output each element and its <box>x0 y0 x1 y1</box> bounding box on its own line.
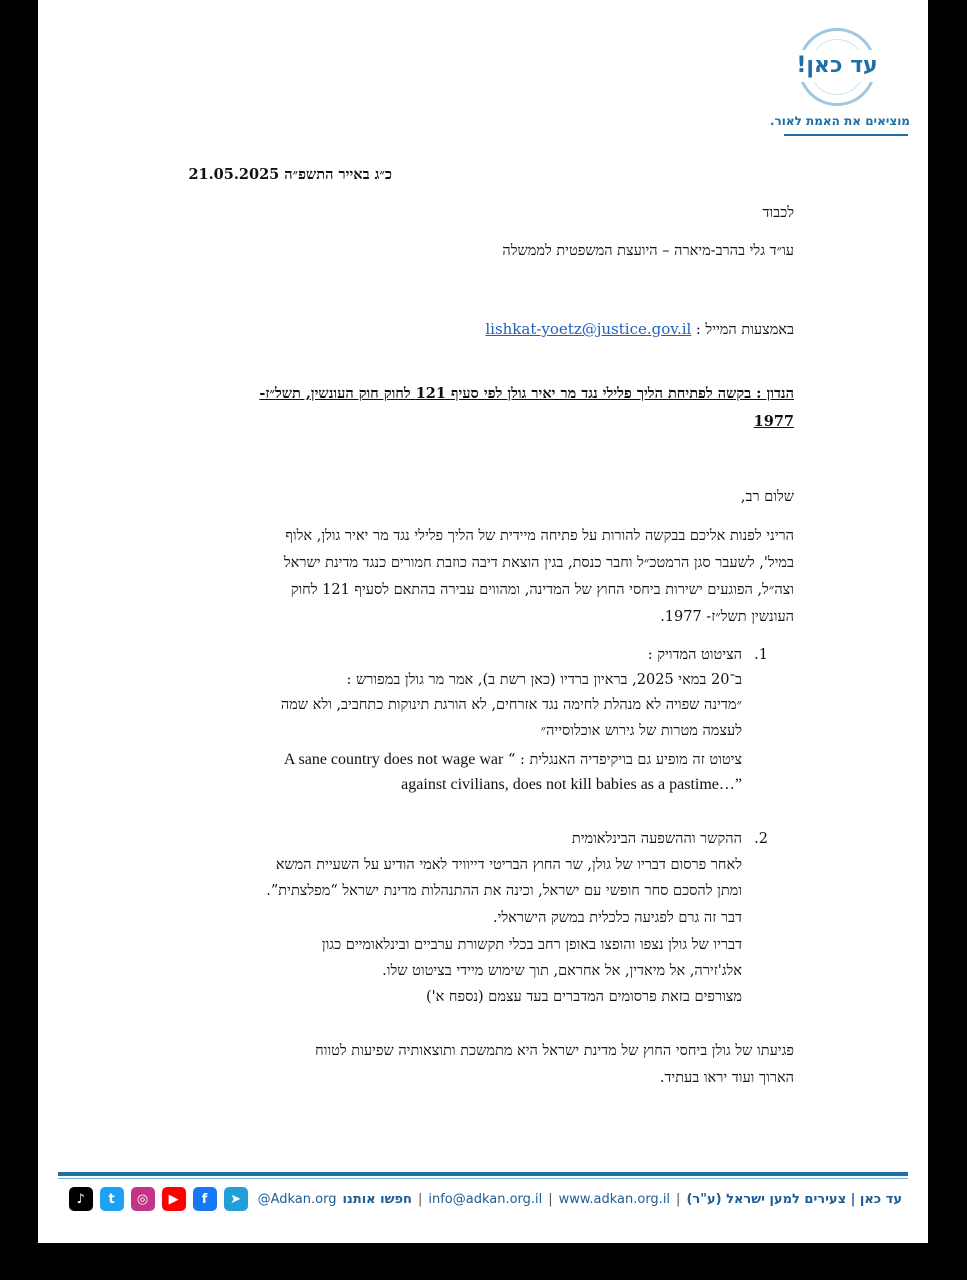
english-quote-1: A sane country does not wage war <box>283 751 504 768</box>
via-email-row <box>485 320 794 339</box>
wiki-label: ציטוט זה מופיע גם בויקיפדיה האנגלית : “ <box>507 752 742 768</box>
facebook-icon[interactable]: f <box>193 1187 217 1211</box>
instagram-icon[interactable]: ◎ <box>131 1187 155 1211</box>
logo <box>762 24 910 140</box>
footer-search-us: חפשו אותנו <box>342 1191 412 1207</box>
english-quote-2: ”…against civilians, does not kill babies as a pastime <box>401 776 742 793</box>
intro-line: הריני לפנות אליכם בבקשה להורות על פתיחה מיידית של הליך פלילי נגד מר יאיר גולן, אלוף <box>285 528 794 544</box>
footer: עד כאן | צעירים למען ישראל (ע"ר) | www.adkan.org.il | info@adkan.org.il | חפשו אותנו @Adkan.org ♪ t ◎ ▶ f ➤ <box>69 1187 902 1211</box>
recipient: עו״ד גלי בהרב-מיארה – היועצת המשפטית לממשלה <box>502 243 794 259</box>
logo-tagline: מוציאים את האמת לאור. <box>769 114 910 128</box>
closing-line: פגיעתו של גולן ביחסי החוץ של מדינת ישראל היא מתמשכת ותוצאותיה שפיעות לטווח <box>315 1043 794 1059</box>
section-2-line: ומתן להסכם סחר חופשי עם ישראל, וכינה את ההתנהלות מדינת ישראל “מפלצתית”. <box>266 883 742 899</box>
tiktok-icon[interactable]: ♪ <box>69 1187 93 1211</box>
footer-website[interactable]: www.adkan.org.il <box>558 1191 671 1207</box>
section-2-line: דבר זה גרם לפגיעה כלכלית במשק הישראלי. <box>492 910 742 926</box>
subject-line-1: הנדון : בקשה לפתיחת הליך פלילי נגד מר יאיר גולן לפי סעיף 121 לחוק חוק העונשין, תשל״ז- <box>259 385 794 402</box>
section-1-line: לעצמה מטרות של גירוש אוכלוסייה״ <box>540 723 742 739</box>
section-2-line: מצורפים בזאת פרסומים המדברים בעד עצמם (נספח א') <box>425 989 742 1005</box>
footer-divider-thin <box>58 1178 908 1179</box>
logo-underline <box>784 134 908 136</box>
twitter-icon[interactable]: t <box>100 1187 124 1211</box>
section-1-number: 1. <box>754 647 768 663</box>
telegram-icon[interactable]: ➤ <box>224 1187 248 1211</box>
subject-line-2: 1977 <box>753 413 794 430</box>
social-icons <box>69 1187 248 1211</box>
wiki-quote-row <box>284 751 742 769</box>
section-1-title: הציטוט המדויק : <box>647 647 742 663</box>
intro-line: העונשין תשל״ז- 1977. <box>660 609 794 625</box>
email-link[interactable]: lishkat-yoetz@justice.gov.il <box>485 320 692 338</box>
footer-handle[interactable]: @Adkan.org <box>257 1191 337 1207</box>
intro-line: וצה״ל, הפוגעים ישירות ביחסי החוץ של המדינה, ומהווים עבירה בהתאם לסעיף 121 לחוק <box>290 582 794 598</box>
footer-divider <box>58 1172 908 1176</box>
via-label: באמצעות המייל : <box>695 322 794 338</box>
intro-line: במיל', לשעבר סגן הרמטכ״ל וחבר כנסת, בגין הוצאת דיבה כוזבת חמורים כנגד מדינת ישראל <box>283 555 794 571</box>
section-1-line: ״מדינה שפויה לא מנהלת לחימה נגד אזרחים, לא הורגת תינוקות כתחביב, ולא שמה <box>280 697 742 713</box>
letter-date: כ״ג באייר התשפ״ה 21.05.2025 <box>188 166 392 183</box>
logo-name: עד כאן! <box>792 50 882 82</box>
section-1-line: ב־20 במאי 2025, בראיון ברדיו (כאן רשת ב), אמר מר גולן במפורש : <box>346 672 742 688</box>
section-2-number: 2. <box>754 831 768 847</box>
footer-org: עד כאן | צעירים למען ישראל (ע"ר) <box>686 1191 902 1207</box>
section-2-line: דבריו של גולן נצפו והופצו באופן רחב בכלי תקשורת ערביים ובינלאומיים כגון <box>321 937 742 953</box>
letter-page <box>38 0 928 1243</box>
greeting-to: לכבוד <box>762 205 794 221</box>
section-2-title: ההקשר וההשפעה הבינלאומית <box>571 831 742 847</box>
closing-line: הארוך ועוד יראו בעתיד. <box>659 1070 794 1086</box>
footer-email[interactable]: info@adkan.org.il <box>428 1191 543 1207</box>
section-2-line: לאחר פרסום דבריו של גולן, שר החוץ הבריטי דייוויד לאמי הודיע על השעיית המשא <box>275 857 742 873</box>
youtube-icon[interactable]: ▶ <box>162 1187 186 1211</box>
section-2-line: אלג'זירה, אל מיאדין, אל אחראם, תוך שימוש מיידי בציטוט שלו. <box>382 963 742 979</box>
salutation: שלום רב, <box>740 489 794 505</box>
